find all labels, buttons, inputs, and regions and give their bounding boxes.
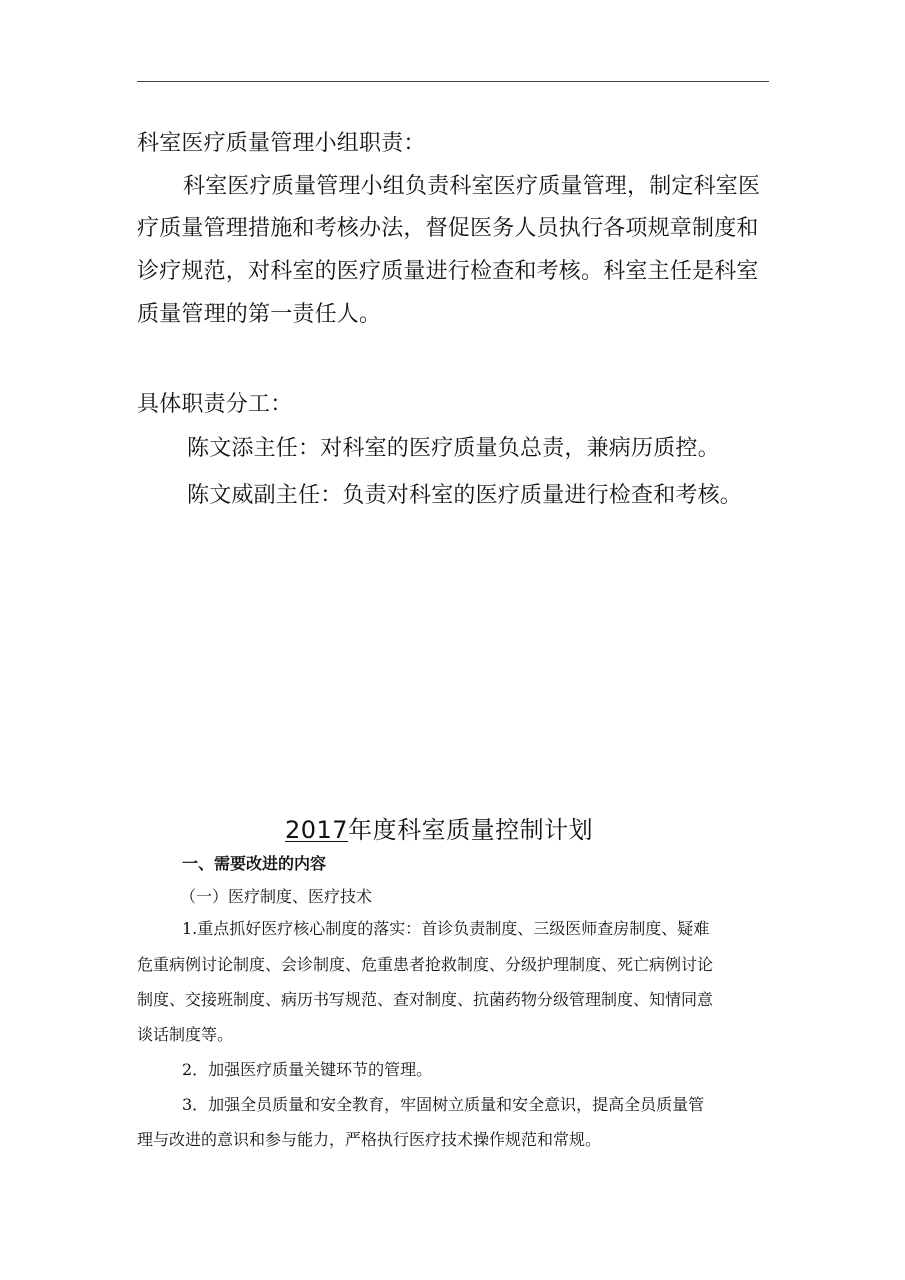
duty-item: 陈文添主任：对科室的医疗质量负总责，兼病历质控。 — [187, 436, 720, 461]
plan-item-line: 谈话制度等。 — [137, 1025, 234, 1044]
paragraph-line: 诊疗规范，对科室的医疗质量进行检查和考核。科室主任是科室 — [137, 259, 759, 284]
plan-title-year: 2017 — [285, 816, 349, 844]
paragraph-line: 科室医疗质量管理小组负责科室医疗质量管理，制定科室医 — [183, 174, 761, 199]
header-rule — [137, 81, 769, 82]
plan-item-line: 制度、交接班制度、病历书写规范、查对制度、抗菌药物分级管理制度、知情同意 — [137, 990, 714, 1009]
plan-heading: 一、需要改进的内容 — [182, 854, 327, 873]
paragraph-line: 质量管理的第一责任人。 — [137, 302, 382, 327]
duty-item: 陈文威副主任：负责对科室的医疗质量进行检查和考核。 — [187, 483, 743, 508]
plan-item-line: 危重病例讨论制度、会诊制度、危重患者抢救制度、分级护理制度、死亡病例讨论 — [137, 955, 714, 974]
section-heading-responsibilities: 科室医疗质量管理小组职责： — [137, 131, 426, 156]
paragraph-line: 疗质量管理措施和考核办法，督促医务人员执行各项规章制度和 — [137, 216, 759, 241]
plan-item-line: 理与改进的意识和参与能力，严格执行医疗技术操作规范和常规。 — [137, 1130, 602, 1149]
plan-item-line: 3．加强全员质量和安全教育，牢固树立质量和安全意识，提高全员质量管 — [182, 1095, 705, 1114]
plan-title — [285, 818, 593, 842]
section-heading-division: 具体职责分工： — [137, 392, 293, 417]
plan-item-line: 1.重点抓好医疗核心制度的落实：首诊负责制度、三级医师查房制度、疑难 — [182, 919, 710, 938]
plan-title-text: 年度科室质量控制计划 — [348, 816, 594, 844]
plan-subheading: （一）医疗制度、医疗技术 — [180, 887, 373, 906]
plan-item: 2．加强医疗质量关键环节的管理。 — [182, 1060, 433, 1079]
